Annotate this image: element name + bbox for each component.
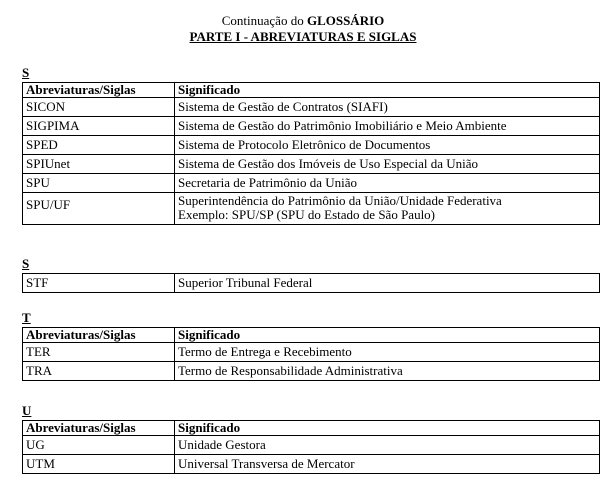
table-row <box>23 193 600 225</box>
header-meaning: Significado <box>175 421 600 436</box>
abbr-cell: SIGPIMA <box>23 117 175 136</box>
table-row <box>23 155 600 174</box>
glossary-table <box>22 420 600 474</box>
section-s-2 <box>22 257 600 293</box>
meaning-cell: Termo de Entrega e Recebimento <box>175 343 600 362</box>
abbr-cell: SICON <box>23 98 175 117</box>
table-row <box>23 98 600 117</box>
meaning-cell: Sistema de Gestão do Patrimônio Imobiliário e Meio Ambiente <box>175 117 600 136</box>
meaning-cell: Sistema de Protocolo Eletrônico de Documentos <box>175 136 600 155</box>
table-header-row <box>23 328 600 343</box>
meaning-cell: Sistema de Gestão de Contratos (SIAFI) <box>175 98 600 117</box>
section-t <box>22 311 600 381</box>
header-abbr: Abreviaturas/Siglas <box>23 421 175 436</box>
abbr-cell: SPU/UF <box>23 193 175 225</box>
table-header-row <box>23 421 600 436</box>
meaning-cell: Sistema de Gestão dos Imóveis de Uso Especial da União <box>175 155 600 174</box>
abbr-cell: UG <box>23 436 175 455</box>
meaning-cell: Termo de Responsabilidade Administrativa <box>175 362 600 381</box>
glossary-subtitle: PARTE I - ABREVIATURAS E SIGLAS <box>189 29 417 44</box>
meaning-cell: Unidade Gestora <box>175 436 600 455</box>
header-abbr: Abreviaturas/Siglas <box>23 83 175 98</box>
title-prefix: Continuação do <box>221 13 307 28</box>
section-letter: S <box>22 256 30 271</box>
title-bold: GLOSSÁRIO <box>306 13 385 28</box>
meaning-cell: Universal Transversa de Mercator <box>175 455 600 474</box>
glossary-table <box>22 273 600 293</box>
document-header <box>0 13 606 45</box>
table-row <box>23 274 600 293</box>
table-row <box>23 455 600 474</box>
section-letter: S <box>22 65 30 80</box>
abbr-cell: UTM <box>23 455 175 474</box>
table-row <box>23 343 600 362</box>
abbr-cell: SPIUnet <box>23 155 175 174</box>
abbr-cell: TER <box>23 343 175 362</box>
header-meaning: Significado <box>175 83 600 98</box>
glossary-table <box>22 327 600 381</box>
abbr-cell: SPED <box>23 136 175 155</box>
table-row <box>23 362 600 381</box>
section-letter: T <box>22 310 31 325</box>
meaning-line-2: Exemplo: SPU/SP (SPU do Estado de São Paulo) <box>178 207 436 222</box>
abbr-cell: STF <box>23 274 175 293</box>
meaning-cell: Secretaria de Patrimônio da União <box>175 174 600 193</box>
header-abbr: Abreviaturas/Siglas <box>23 328 175 343</box>
table-row <box>23 436 600 455</box>
abbr-cell: SPU <box>23 174 175 193</box>
section-letter: U <box>22 403 32 418</box>
table-row <box>23 136 600 155</box>
table-row <box>23 117 600 136</box>
meaning-line-1: Superintendência do Patrimônio da União/Unidade Federativa <box>178 193 502 208</box>
header-meaning: Significado <box>175 328 600 343</box>
table-row <box>23 174 600 193</box>
abbr-cell: TRA <box>23 362 175 381</box>
meaning-cell <box>175 193 600 225</box>
section-s-1 <box>22 66 600 225</box>
table-header-row <box>23 83 600 98</box>
meaning-cell: Superior Tribunal Federal <box>175 274 600 293</box>
section-u <box>22 404 600 474</box>
glossary-table <box>22 82 600 225</box>
glossary-title <box>0 13 606 29</box>
